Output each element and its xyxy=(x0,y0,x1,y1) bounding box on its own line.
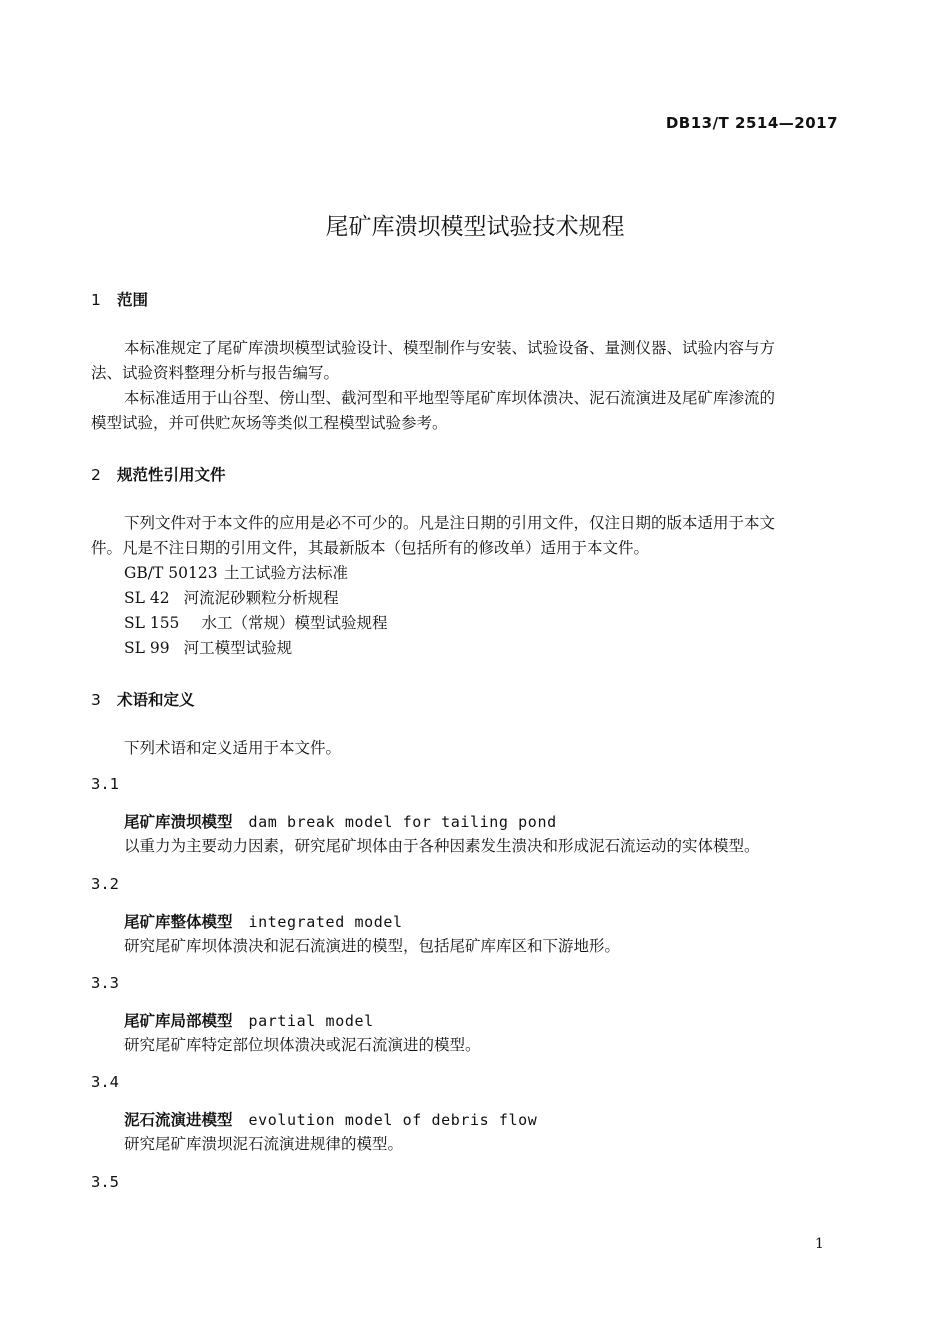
term-definition: 研究尾矿库坝体溃决和泥石流演进的模型，包括尾矿库库区和下游地形。 xyxy=(124,937,621,955)
reference-title: 河流泥砂颗粒分析规程 xyxy=(183,589,339,607)
standard-code: DB13/T 2514—2017 xyxy=(665,114,838,132)
term-entry xyxy=(124,910,403,932)
clause-number: 3.1 xyxy=(91,775,119,793)
normative-reference xyxy=(124,561,348,583)
section-1-paragraph-1-line-2: 法、试验资料整理分析与报告编写。 xyxy=(91,364,340,382)
section-3-intro: 下列术语和定义适用于本文件。 xyxy=(124,739,342,757)
term-definition: 以重力为主要动力因素，研究尾矿坝体由于各种因素发生溃决和形成泥石流运动的实体模型。 xyxy=(124,837,760,855)
reference-code: SL 99 xyxy=(124,639,170,657)
normative-reference xyxy=(124,611,387,633)
term-definition: 研究尾矿库特定部位坝体溃决或泥石流演进的模型。 xyxy=(124,1036,481,1054)
term-english: integrated model xyxy=(248,913,403,931)
reference-code: SL 42 xyxy=(124,589,170,607)
section-title: 规范性引用文件 xyxy=(117,466,226,484)
section-1-heading xyxy=(91,288,148,310)
section-1-paragraph-1-line-1: 本标准规定了尾矿库溃坝模型试验设计、模型制作与安装、试验设备、量测仪器、试验内容与方 xyxy=(124,339,776,357)
section-2-heading xyxy=(91,463,226,485)
section-title: 术语和定义 xyxy=(117,691,195,709)
section-2-paragraph-line-2: 件。凡是不注日期的引用文件，其最新版本（包括所有的修改单）适用于本文件。 xyxy=(91,539,650,557)
clause-number: 3.4 xyxy=(91,1073,119,1091)
term-english: partial model xyxy=(248,1012,374,1030)
normative-reference xyxy=(124,586,339,608)
section-3-heading xyxy=(91,688,195,710)
document-title: 尾矿库溃坝模型试验技术规程 xyxy=(325,214,625,240)
term-definition: 研究尾矿库溃坝泥石流演进规律的模型。 xyxy=(124,1135,404,1153)
clause-number: 3.5 xyxy=(91,1173,119,1191)
section-1-paragraph-2-line-2: 模型试验，并可供贮灰场等类似工程模型试验参考。 xyxy=(91,414,448,432)
term-chinese: 尾矿库溃坝模型 xyxy=(124,813,233,831)
reference-title: 土工试验方法标准 xyxy=(224,564,349,582)
section-number: 3 xyxy=(91,691,101,709)
reference-code: GB/T 50123 xyxy=(124,564,218,582)
term-entry xyxy=(124,1009,374,1031)
reference-code: SL 155 xyxy=(124,614,180,632)
term-chinese: 尾矿库整体模型 xyxy=(124,913,233,931)
section-number: 1 xyxy=(91,291,101,309)
term-entry xyxy=(124,810,557,832)
clause-number: 3.2 xyxy=(91,875,119,893)
section-title: 范围 xyxy=(117,291,149,309)
section-1-paragraph-2-line-1: 本标准适用于山谷型、傍山型、截河型和平地型等尾矿库坝体溃决、泥石流演进及尾矿库渗流的 xyxy=(124,389,776,407)
term-english: evolution model of debris flow xyxy=(248,1111,538,1129)
page-number: 1 xyxy=(815,1236,824,1252)
clause-number: 3.3 xyxy=(91,974,119,992)
normative-reference xyxy=(124,636,292,658)
section-2-paragraph-line-1: 下列文件对于本文件的应用是必不可少的。凡是注日期的引用文件，仅注日期的版本适用于本文 xyxy=(124,514,776,532)
term-english: dam break model for tailing pond xyxy=(248,813,557,831)
term-entry xyxy=(124,1108,537,1130)
section-number: 2 xyxy=(91,466,101,484)
reference-title: 水工（常规）模型试验规程 xyxy=(201,614,388,632)
reference-title: 河工模型试验规 xyxy=(183,639,293,657)
term-chinese: 尾矿库局部模型 xyxy=(124,1012,233,1030)
term-chinese: 泥石流演进模型 xyxy=(124,1111,233,1129)
